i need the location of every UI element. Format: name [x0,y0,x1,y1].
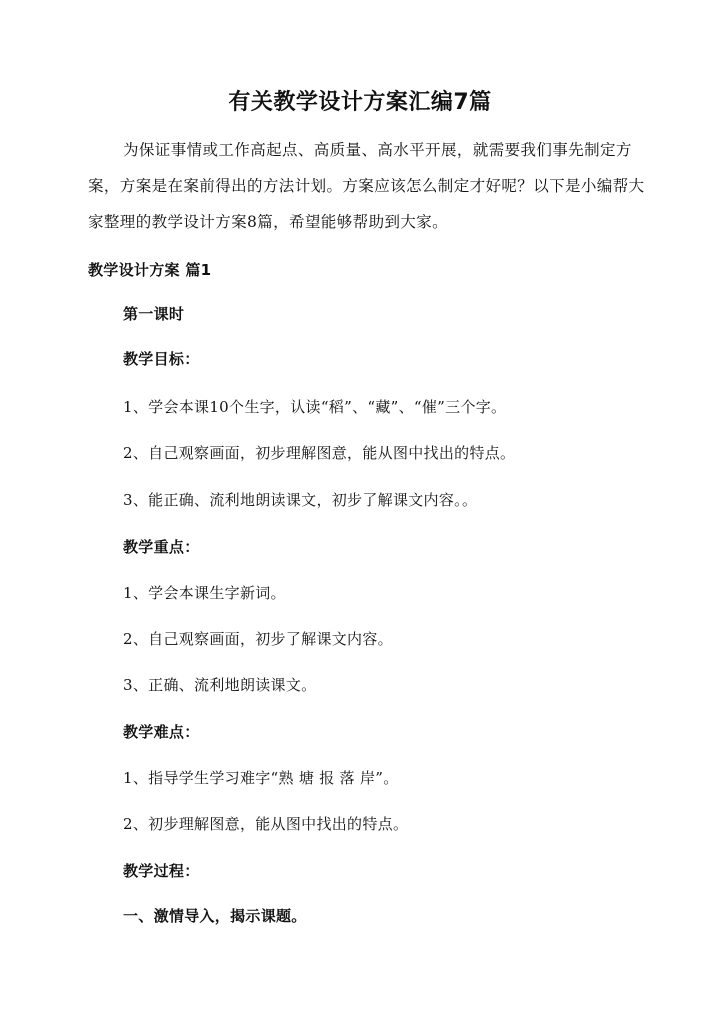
difficulty-item: 2、初步理解图意，能从图中找出的特点。 [123,815,409,833]
key-point-item: 1、学会本课生字新词。 [123,584,286,602]
objectives-heading: 教学目标： [123,350,200,368]
objective-item: 3、能正确、流利地朗读课文，初步了解课文内容。。 [123,491,478,509]
key-point-item: 3、正确、流利地朗读课文。 [123,676,317,694]
objective-item: 2、自己观察画面，初步理解图意，能从图中找出的特点。 [123,444,516,462]
process-step: 一、激情导入，揭示课题。 [123,907,307,925]
key-point-item: 2、自己观察画面，初步了解课文内容。 [123,630,393,648]
key-points-heading: 教学重点： [123,538,200,556]
process-heading: 教学过程： [123,862,200,880]
intro-paragraph [88,132,648,240]
intro-text: 为保证事情或工作高起点、高质量、高水平开展，就需要我们事先制定方案，方案是在案前得出的方法计划。方案应该怎么制定才好呢？以下是小编帮大家整理的教学设计方案8篇，希望能够帮助到大家。 [88,141,645,231]
document-title: 有关教学设计方案汇编7篇 [228,90,492,115]
difficulties-heading: 教学难点： [123,723,200,741]
section-heading: 教学设计方案 篇1 [88,261,212,279]
difficulty-item: 1、指导学生学习难字“熟 塘 报 落 岸”。 [123,769,399,787]
objective-item: 1、学会本课10个生字，认读“稻”、“藏”、“催”三个字。 [123,398,507,416]
lesson-heading: 第一课时 [123,305,185,323]
